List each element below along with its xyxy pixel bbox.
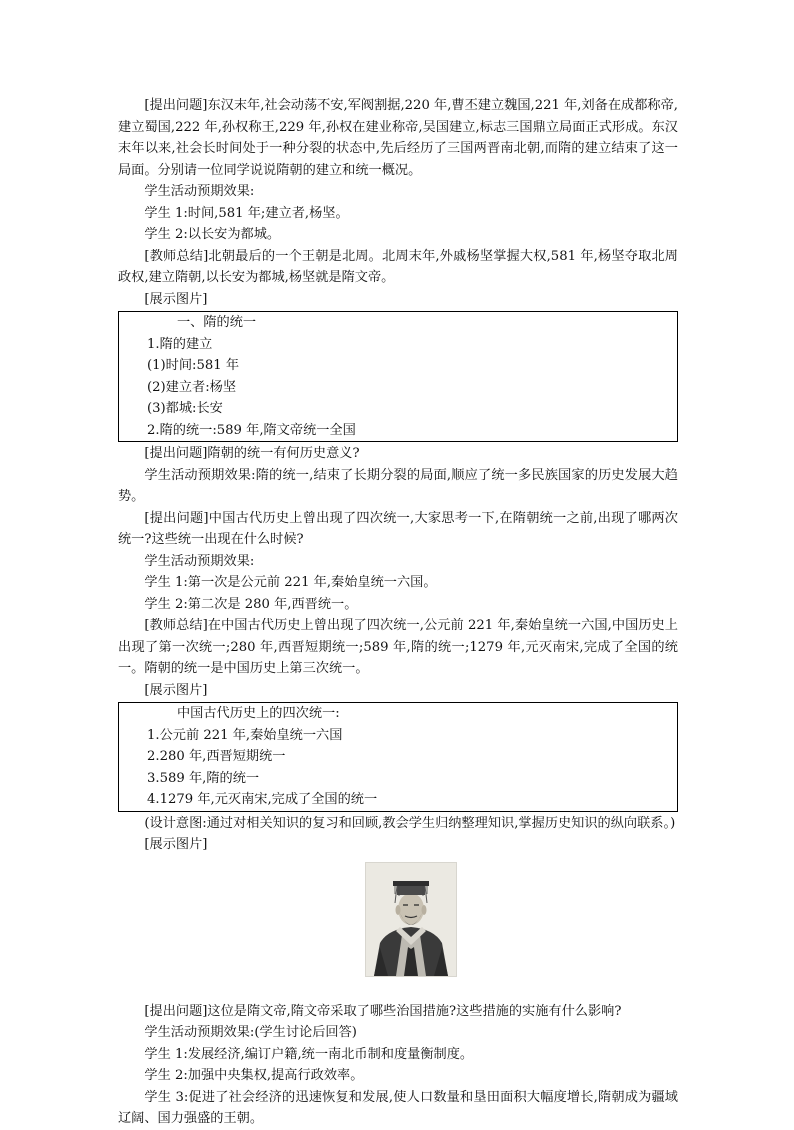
paragraph-student-1: 学生 1:第一次是公元前 221 年,秦始皇统一六国。 [144, 575, 437, 590]
paragraph-question-intro: [提出问题]东汉末年,社会动荡不安,军阀割据,220 年,曹丕建立魏国,221 年,刘备在成都称帝,建立蜀国,222 年,孙权称王,229 年,孙权在建业称帝,吴国建立,标志三国鼎立局面正式形成。东汉末年以来,社会长时间处于一种分裂的状态中,先后经历了三国两晋南北朝,而隋的建立结束了这一局面。分别请一位同学说说隋朝的建立和统一概况。 [118, 98, 678, 178]
paragraph-student-1: 学生 1:发展经济,编订户籍,统一南北币制和度量衡制度。 [144, 1046, 474, 1062]
paragraph-question-policies: [提出问题]这位是隋文帝,隋文帝采取了哪些治国措施?这些措施的实施有什么影响? [144, 1003, 622, 1019]
paragraph-expected-effect: 学生活动预期效果: [144, 553, 255, 569]
paragraph-student-3: 学生 3:促进了社会经济的迅速恢复和发展,使人口数量和垦田面积大幅度增长,隋朝成为疆域辽阔、国力强盛的王朝。 [118, 1089, 678, 1126]
box-item: 2.隋的统一:589 年,隋文帝统一全国 [147, 422, 356, 438]
figure [118, 862, 678, 997]
box-title: 一、隋的统一 [177, 315, 257, 330]
paragraph-student-2: 学生 2:第二次是 280 年,西晋统一。 [144, 596, 358, 612]
box-item: 4.1279 年,元灭南宋,完成了全国的统一 [147, 792, 378, 807]
box-item: 1.隋的建立 [147, 336, 213, 352]
paragraph-question-unifications: [提出问题]中国古代历史上曾出现了四次统一,大家思考一下,在隋朝统一之前,出现了哪两次统一?这些统一出现在什么时候? [118, 510, 678, 547]
box-item: 3.589 年,隋的统一 [147, 770, 260, 786]
paragraph-teacher-summary: [教师总结]北朝最后的一个王朝是北周。北周末年,外戚杨坚掌握大权,581 年,杨坚夺取北周政权,建立隋朝,以长安为都城,杨坚就是隋文帝。 [118, 248, 678, 285]
paragraph-student-1: 学生 1:时间,581 年;建立者,杨坚。 [144, 205, 349, 221]
paragraph-expected-effect: 学生活动预期效果: [144, 184, 255, 199]
box-item: (2)建立者:杨坚 [147, 379, 237, 395]
summary-box-four-unifications [118, 702, 678, 812]
box-item: (3)都城:长安 [147, 401, 223, 416]
paragraph-teacher-summary: [教师总结]在中国古代历史上曾出现了四次统一,公元前 221 年,秦始皇统一六国,中国历史上出现了第一次统一;280 年,西晋短期统一;589 年,隋的统一;1279 年,元灭南宋,完成了全国的统一。隋朝的统一是中国历史上第三次统一。 [118, 618, 678, 676]
box-item: 1.公元前 221 年,秦始皇统一六国 [147, 727, 343, 743]
box-item: (1)时间:581 年 [147, 358, 240, 373]
box-title: 中国古代历史上的四次统一: [177, 706, 340, 721]
paragraph-student-2: 学生 2:以长安为都城。 [144, 227, 281, 242]
paragraph-question-significance: [提出问题]隋朝的统一有何历史意义? [144, 446, 360, 461]
summary-box-sui-unification [118, 311, 678, 442]
paragraph-student-2: 学生 2:加强中央集权,提高行政效率。 [144, 1068, 364, 1083]
paragraph-expected-effect: 学生活动预期效果:隋的统一,结束了长期分裂的局面,顺应了统一多民族国家的历史发展大趋势。 [118, 467, 678, 504]
box-item: 2.280 年,西晋短期统一 [147, 749, 286, 764]
paragraph-show-image: [展示图片] [144, 837, 208, 852]
paragraph-design-intent: (设计意图:通过对相关知识的复习和回顾,教会学生归纳整理知识,掌握历史知识的纵向联系。) [144, 815, 676, 831]
document-body [118, 95, 678, 1130]
emperor-portrait-icon [365, 862, 457, 977]
paragraph-expected-effect: 学生活动预期效果:(学生讨论后回答) [144, 1025, 357, 1040]
paragraph-show-image: [展示图片] [144, 291, 208, 307]
paragraph-show-image: [展示图片] [144, 682, 208, 698]
